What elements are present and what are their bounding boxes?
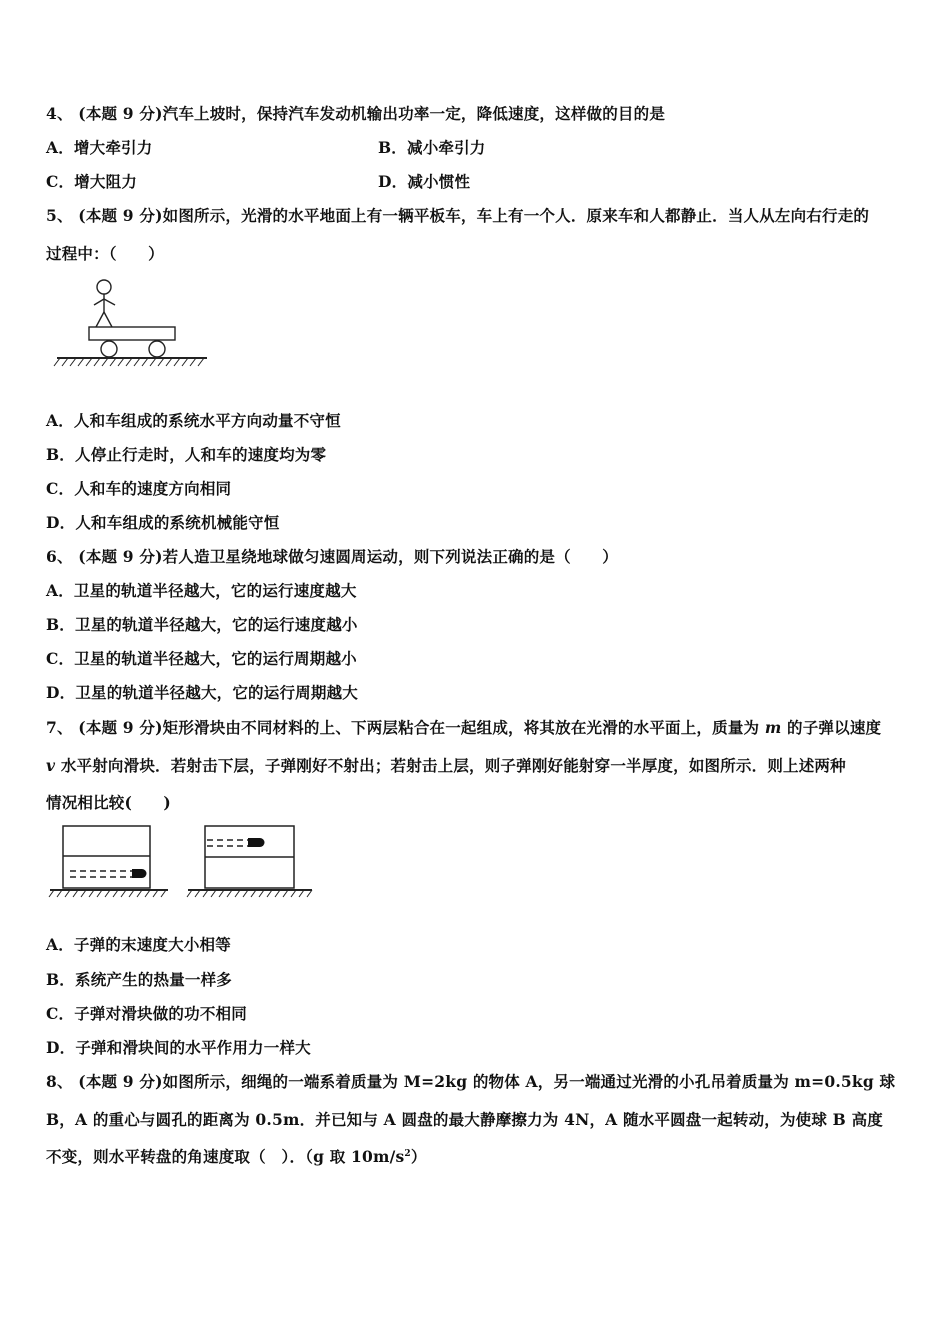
bullet-upper <box>248 838 265 847</box>
q8-stem-line3 <box>46 1145 427 1167</box>
var-v: v <box>46 756 56 775</box>
block-left <box>63 826 150 888</box>
cart-person-figure <box>52 272 212 372</box>
q8-stem-line2: B，A 的重心与圆孔的距离为 0.5m．并已知与 A 圆盘的最大静摩擦力为 4N，A 随水平圆盘一起转动，为使球 B 高度 <box>46 1110 883 1129</box>
q5-option-a: A．人和车组成的系统水平方向动量不守恒 <box>46 411 341 430</box>
q8-exponent: 2 <box>404 1148 411 1159</box>
q7-stem-text-a: 7、 (本题 9 分)矩形滑块由不同材料的上、下两层粘合在一起组成，将其放在光滑的水平面上，质量为 <box>46 718 765 737</box>
q6-option-c: C．卫星的轨道半径越大，它的运行周期越小 <box>46 649 357 668</box>
q5-stem-line1: 5、 (本题 9 分)如图所示，光滑的水平地面上有一辆平板车，车上有一个人．原来车和人都静止．当人从左向右行走的 <box>46 206 870 225</box>
q5-stem-line2: 过程中：（ ） <box>46 244 164 263</box>
q7-stem-line3: 情况相比较( ) <box>46 793 171 812</box>
q8-stem-line1: 8、 (本题 9 分)如图所示，细绳的一端系着质量为 M=2kg 的物体 A，另一端通过光滑的小孔吊着质量为 m=0.5kg 球 <box>46 1072 896 1091</box>
q5-option-d: D．人和车组成的系统机械能守恒 <box>46 513 280 532</box>
q7-option-d: D．子弹和滑块间的水平作用力一样大 <box>46 1038 311 1057</box>
q7-option-c: C．子弹对滑块做的功不相同 <box>46 1004 247 1023</box>
person-head <box>97 280 111 294</box>
q7-stem-text-c: 水平射向滑块．若射击下层，子弹刚好不射出；若射击上层，则子弹刚好能射穿一半厚度，如图所示．则上述两种 <box>55 756 846 775</box>
var-m: m <box>764 718 782 737</box>
q7-option-b: B．系统产生的热量一样多 <box>46 970 233 989</box>
q8-stem-text-a: 不变，则水平转盘的角速度取（ ）．（g 取 10m/s <box>46 1147 405 1166</box>
q4-option-c: C．增大阻力 <box>46 172 138 191</box>
cart-wheel-left <box>101 341 117 357</box>
q6-option-a: A．卫星的轨道半径越大，它的运行速度越大 <box>46 581 357 600</box>
q6-stem: 6、 (本题 9 分)若人造卫星绕地球做匀速圆周运动，则下列说法正确的是（ ） <box>46 547 618 566</box>
q6-option-b: B．卫星的轨道半径越大，它的运行速度越小 <box>46 615 358 634</box>
q8-stem-text-b: ） <box>410 1147 427 1166</box>
q4-stem: 4、 (本题 9 分)汽车上坡时，保持汽车发动机输出功率一定，降低速度，这样做的目的是 <box>46 104 666 123</box>
ground-hatch <box>54 358 204 366</box>
q7-stem-line1 <box>46 716 881 738</box>
bullet-tracks <box>70 840 248 877</box>
q6-option-d: D．卫星的轨道半径越大，它的运行周期越大 <box>46 683 358 702</box>
q4-option-d: D．减小惯性 <box>378 172 471 191</box>
q4-option-a: A．增大牵引力 <box>46 138 153 157</box>
cart-deck <box>89 327 175 340</box>
q4-option-b: B．减小牵引力 <box>378 138 486 157</box>
ground-hatch <box>49 890 312 897</box>
q5-option-c: C．人和车的速度方向相同 <box>46 479 232 498</box>
cart-wheel-right <box>149 341 165 357</box>
bullet-lower <box>132 869 147 878</box>
q5-option-b: B．人停止行走时，人和车的速度均为零 <box>46 445 327 464</box>
q7-option-a: A．子弹的末速度大小相等 <box>46 935 231 954</box>
q7-stem-text-b: 的子弹以速度 <box>781 718 882 737</box>
bullet-blocks-figure <box>46 820 316 900</box>
q7-stem-line2 <box>46 754 846 776</box>
